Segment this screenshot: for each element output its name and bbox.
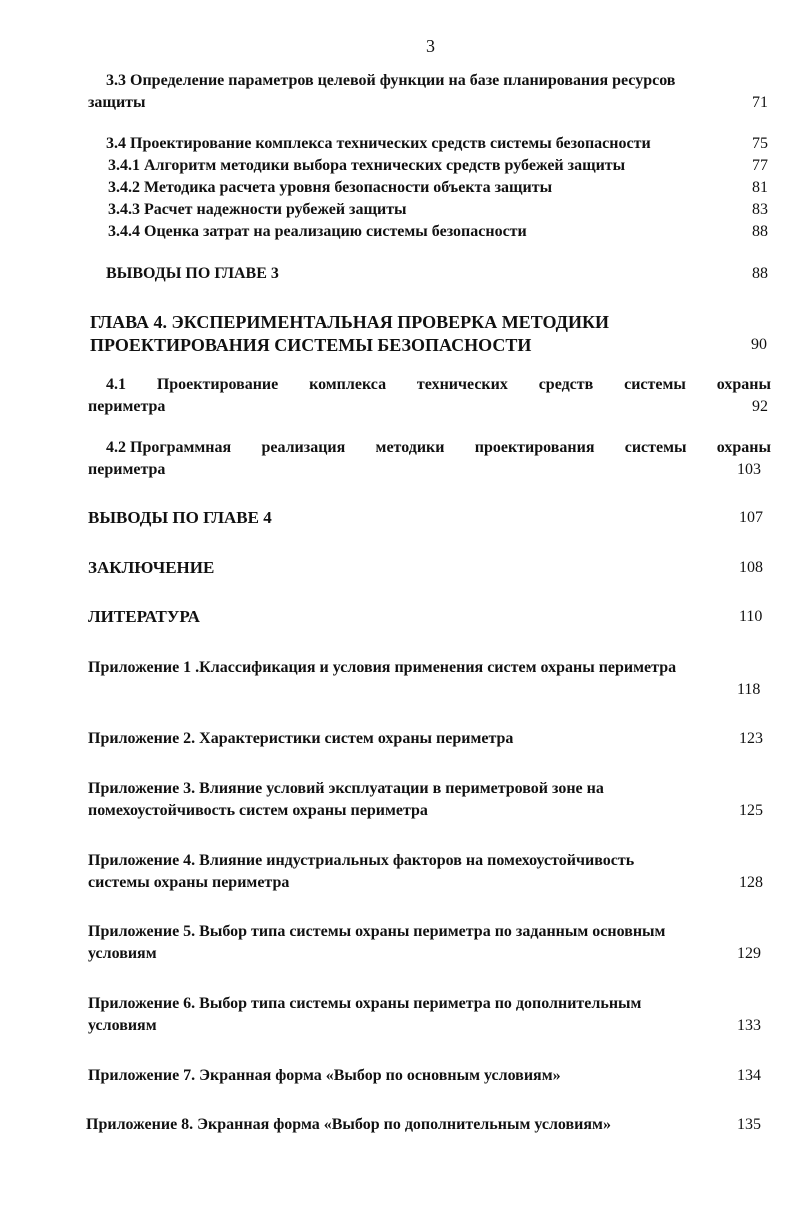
toc-conclusions-4-title: ВЫВОДЫ ПО ГЛАВЕ 4 (88, 508, 272, 527)
toc-4-1-word: 4.1 (106, 376, 126, 393)
toc-appendix-5-title-line1: Приложение 5. Выбор типа системы охраны периметра по заданным основным (88, 923, 666, 940)
toc-3-4-1-title: 3.4.1 Алгоритм методики выбора технических средств рубежей защиты (108, 157, 626, 174)
toc-literature-page: 110 (739, 608, 763, 625)
toc-3-4-1-page: 77 (752, 157, 768, 174)
toc-conclusions-4-page: 107 (739, 509, 763, 526)
toc-appendix-4-title-line1: Приложение 4. Влияние индустриальных факторов на помехоустойчивость (88, 852, 635, 869)
toc-chapter-4-page: 90 (751, 336, 767, 353)
toc-3-4-2-title: 3.4.2 Методика расчета уровня безопасности объекта защиты (108, 179, 553, 196)
toc-appendix-3-page: 125 (739, 802, 763, 819)
toc-4-2-title-line1 (106, 438, 771, 458)
toc-4-2-word: охраны (716, 439, 771, 456)
toc-4-2-page: 103 (737, 461, 761, 478)
toc-appendix-5-page: 129 (737, 945, 761, 962)
toc-appendix-8-page: 135 (737, 1116, 761, 1133)
toc-conclusion-page: 108 (739, 559, 763, 576)
toc-4-2-word: реализация (261, 439, 346, 456)
toc-3-4-title: 3.4 Проектирование комплекса технических средств системы безопасности (106, 135, 651, 152)
toc-chapter-4-title-line2: ПРОЕКТИРОВАНИЯ СИСТЕМЫ БЕЗОПАСНОСТИ (90, 335, 532, 355)
toc-appendix-7-title: Приложение 7. Экранная форма «Выбор по основным условиям» (88, 1067, 561, 1084)
toc-3-3-title-line1: 3.3 Определение параметров целевой функции на базе планирования ресурсов (106, 72, 676, 89)
toc-3-4-2-page: 81 (752, 179, 768, 196)
toc-4-2-word: методики (375, 439, 445, 456)
toc-4-1-title-line2: периметра (88, 398, 166, 415)
toc-conclusions-3-title: ВЫВОДЫ ПО ГЛАВЕ 3 (106, 265, 279, 282)
toc-4-2-title-line2: периметра (88, 461, 166, 478)
toc-4-2-word: системы (624, 439, 687, 456)
toc-4-2-word: 4.2 Программная (106, 439, 232, 456)
toc-4-1-word: Проектирование (156, 376, 279, 393)
toc-3-3-page: 71 (752, 94, 768, 111)
toc-appendix-1-page: 118 (737, 681, 761, 698)
toc-appendix-3-title-line2: помехоустойчивость систем охраны периметра (88, 802, 428, 819)
toc-appendix-1-title: Приложение 1 .Классификация и условия применения систем охраны периметра (88, 659, 677, 676)
toc-appendix-6-page: 133 (737, 1017, 761, 1034)
toc-4-2-word: проектирования (474, 439, 595, 456)
toc-4-1-word: системы (624, 376, 686, 393)
toc-4-1-page: 92 (752, 398, 768, 415)
toc-3-4-3-page: 83 (752, 201, 768, 218)
toc-chapter-4-title-line1: ГЛАВА 4. ЭКСПЕРИМЕНТАЛЬНАЯ ПРОВЕРКА МЕТОДИКИ (90, 312, 610, 332)
toc-literature-title: ЛИТЕРАТУРА (88, 607, 200, 626)
toc-4-1-word: технических (416, 376, 508, 393)
toc-appendix-4-page: 128 (739, 874, 763, 891)
toc-3-4-4-title: 3.4.4 Оценка затрат на реализацию системы безопасности (108, 223, 527, 240)
toc-appendix-7-page: 134 (737, 1067, 761, 1084)
toc-appendix-8-title: Приложение 8. Экранная форма «Выбор по дополнительным условиям» (86, 1116, 611, 1133)
toc-appendix-6-title-line2: условиям (88, 1017, 157, 1034)
toc-3-4-page: 75 (752, 135, 768, 152)
toc-appendix-5-title-line2: условиям (88, 945, 157, 962)
toc-conclusions-3-page: 88 (752, 265, 768, 282)
toc-conclusion-title: ЗАКЛЮЧЕНИЕ (88, 558, 215, 577)
toc-appendix-3-title-line1: Приложение 3. Влияние условий эксплуатации в периметровой зоне на (88, 780, 604, 797)
toc-4-1-title-line1 (106, 375, 771, 395)
page-number: 3 (426, 36, 435, 56)
toc-3-4-3-title: 3.4.3 Расчет надежности рубежей защиты (108, 201, 407, 218)
toc-3-3-title-line2: защиты (88, 94, 146, 111)
toc-4-1-word: охраны (716, 376, 771, 393)
toc-appendix-4-title-line2: системы охраны периметра (88, 874, 290, 891)
toc-appendix-2-title: Приложение 2. Характеристики систем охраны периметра (88, 730, 514, 747)
toc-4-1-word: средств (538, 376, 594, 393)
toc-3-4-4-page: 88 (752, 223, 768, 240)
toc-4-1-word: комплекса (309, 376, 387, 393)
toc-appendix-6-title-line1: Приложение 6. Выбор типа системы охраны периметра по дополнительным (88, 995, 642, 1012)
toc-appendix-2-page: 123 (739, 730, 763, 747)
